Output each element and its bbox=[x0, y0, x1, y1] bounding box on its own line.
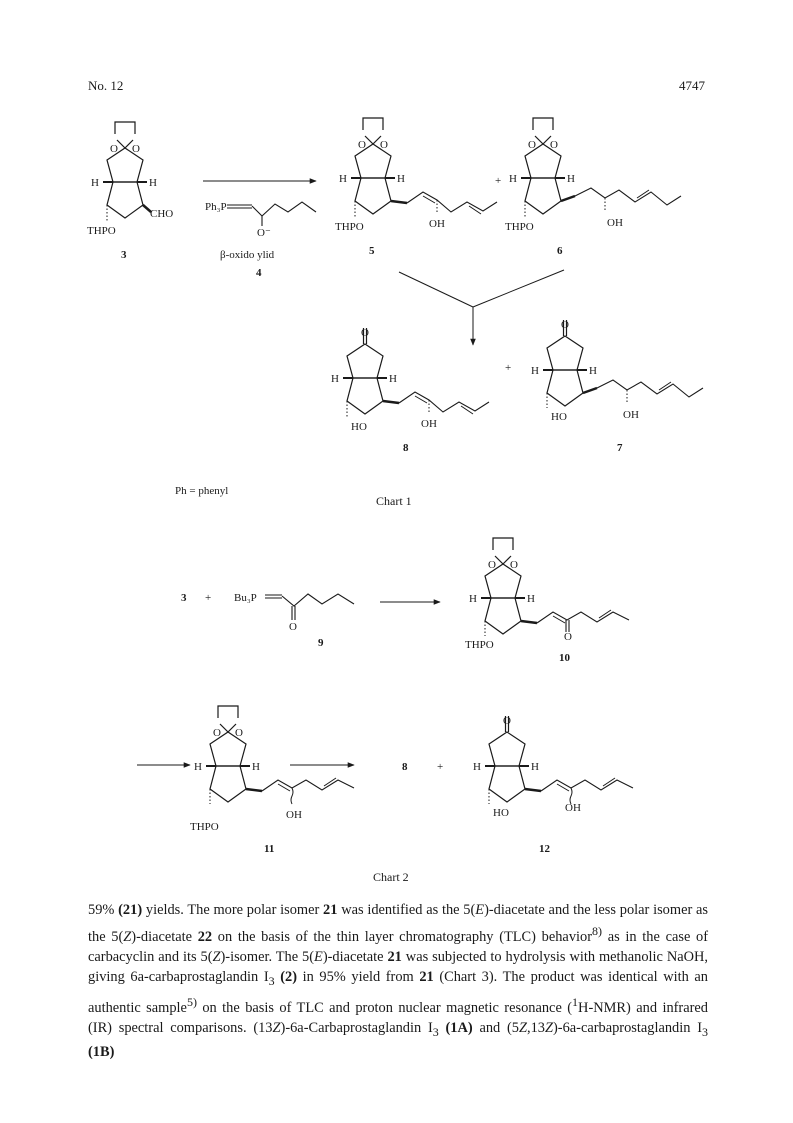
svg-text:+: + bbox=[505, 362, 512, 374]
svg-text:H: H bbox=[339, 173, 347, 185]
svg-text:THPO: THPO bbox=[335, 221, 364, 233]
svg-text:H: H bbox=[531, 761, 539, 773]
svg-text:O: O bbox=[528, 139, 536, 151]
svg-text:OH: OH bbox=[607, 217, 623, 229]
converging-arrow bbox=[399, 270, 564, 345]
citation-8: 8) bbox=[592, 923, 602, 938]
svg-text:OH: OH bbox=[286, 809, 302, 821]
svg-text:+: + bbox=[437, 761, 444, 773]
svg-text:THPO: THPO bbox=[505, 221, 534, 233]
journal-issue: No. 12 bbox=[88, 78, 124, 93]
plus-sign: + bbox=[495, 175, 502, 187]
svg-text:6: 6 bbox=[557, 245, 563, 257]
svg-text:H: H bbox=[469, 593, 477, 605]
svg-text:H: H bbox=[194, 761, 202, 773]
compound-3 bbox=[87, 122, 173, 261]
svg-text:7: 7 bbox=[617, 442, 623, 454]
svg-text:THPO: THPO bbox=[87, 225, 116, 237]
svg-text:O: O bbox=[289, 621, 297, 633]
chart-1-caption: Chart 1 bbox=[376, 494, 412, 508]
compound-8 bbox=[331, 327, 489, 454]
compound-5 bbox=[335, 118, 497, 257]
svg-text:H: H bbox=[252, 761, 260, 773]
svg-text:O: O bbox=[361, 327, 369, 339]
body-paragraph: 59% (21) yields. The more polar isomer 21 was identified as the 5(E)-diacetate and the less polar isomer as the 5(Z)-diacetate 22 on the basis of the thin layer chromatography (TLC) behavior$^{8)}$ as in the case of carbacyclin and its 5(Z)-isomer. The 5(E)-diacetate 21 was subjected to hydrolysis with methanolic NaOH, giving 6a-carbaprostaglandin $I_3$ (2) in 95% yield from 21 (Chart 3). The product was identical with an authentic sample$^{5)}$ on the basis of TLC and proton nuclear magnetic resonance ($^1$H-NMR) and infrared (IR) spectral comparisons. (13Z)-6a-Carbaprostaglandin $I_3$ (1A) and (5Z,13Z)-6a-carbaprostaglandin $I_3$ (1B) bbox=[88, 902, 709, 1061]
svg-text:THPO: THPO bbox=[190, 821, 219, 833]
svg-text:12: 12 bbox=[539, 843, 550, 855]
compound-11 bbox=[190, 706, 354, 855]
svg-text:3: 3 bbox=[121, 249, 127, 261]
svg-text:OH: OH bbox=[421, 418, 437, 430]
svg-text:OH: OH bbox=[429, 218, 445, 230]
svg-text:H: H bbox=[527, 593, 535, 605]
svg-text:H: H bbox=[531, 365, 539, 377]
svg-text:H: H bbox=[91, 177, 99, 189]
svg-text:H: H bbox=[589, 365, 597, 377]
svg-text:H: H bbox=[509, 173, 517, 185]
svg-text:H: H bbox=[473, 761, 481, 773]
svg-text:THPO: THPO bbox=[465, 639, 494, 651]
svg-text:CHO: CHO bbox=[150, 208, 174, 220]
svg-text:O: O bbox=[503, 715, 511, 727]
svg-text:O: O bbox=[213, 727, 221, 739]
svg-text:5: 5 bbox=[369, 245, 375, 257]
svg-text:O: O bbox=[550, 139, 558, 151]
phenyl-note: Ph = phenyl bbox=[175, 485, 229, 497]
svg-text:OH: OH bbox=[623, 409, 639, 421]
svg-text:4: 4 bbox=[256, 267, 262, 279]
svg-text:+: + bbox=[205, 592, 212, 604]
compound-12 bbox=[473, 715, 633, 855]
svg-text:HO: HO bbox=[351, 421, 367, 433]
svg-text:H: H bbox=[397, 173, 405, 185]
svg-text:HO: HO bbox=[551, 411, 567, 423]
svg-text:H: H bbox=[389, 373, 397, 385]
svg-text:O: O bbox=[488, 559, 496, 571]
svg-text:O: O bbox=[380, 139, 388, 151]
svg-text:O: O bbox=[561, 319, 569, 331]
svg-text:β-oxido ylid: β-oxido ylid bbox=[220, 249, 275, 261]
svg-text:11: 11 bbox=[264, 843, 275, 855]
svg-text:Bu₃P: Bu₃P bbox=[234, 592, 257, 604]
ring-o-left: O bbox=[110, 143, 118, 155]
svg-text:10: 10 bbox=[559, 652, 570, 664]
svg-text:OH: OH bbox=[565, 802, 581, 814]
svg-text:8: 8 bbox=[403, 442, 409, 454]
svg-text:O: O bbox=[358, 139, 366, 151]
svg-text:O: O bbox=[564, 631, 572, 643]
compound-9 bbox=[234, 592, 354, 649]
svg-text:9: 9 bbox=[318, 637, 324, 649]
svg-text:H: H bbox=[567, 173, 575, 185]
product-8: 8 bbox=[402, 761, 408, 773]
compound-10 bbox=[465, 538, 629, 664]
svg-text:O: O bbox=[235, 727, 243, 739]
reagent-4 bbox=[203, 181, 316, 279]
svg-text:H: H bbox=[331, 373, 339, 385]
svg-text:HO: HO bbox=[493, 807, 509, 819]
svg-text:3: 3 bbox=[181, 592, 187, 604]
citation-5: 5) bbox=[186, 994, 197, 1009]
ring-o-right: O bbox=[132, 143, 140, 155]
compound-6 bbox=[505, 118, 681, 257]
chart-2-caption: Chart 2 bbox=[373, 870, 409, 884]
svg-text:H: H bbox=[149, 177, 157, 189]
svg-text:Ph₃P: Ph₃P bbox=[205, 201, 227, 213]
svg-text:O⁻: O⁻ bbox=[257, 227, 271, 239]
svg-text:O: O bbox=[510, 559, 518, 571]
page-number: 4747 bbox=[679, 78, 705, 93]
compound-7 bbox=[531, 319, 703, 454]
